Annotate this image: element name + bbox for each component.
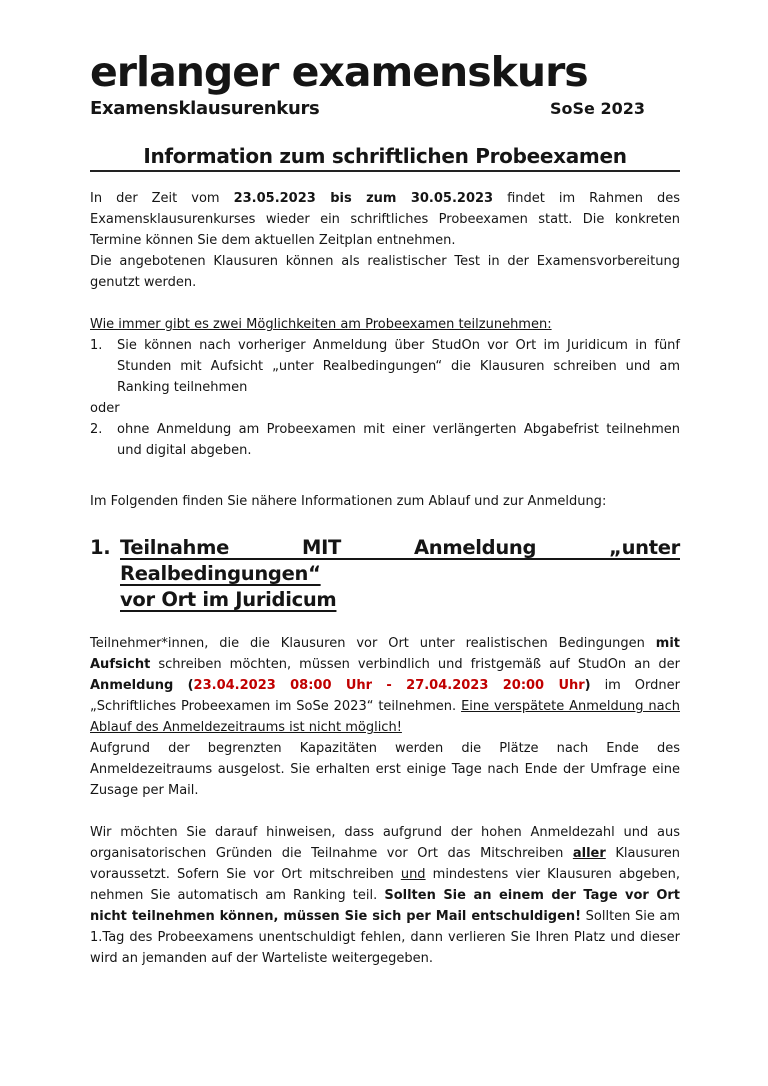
document-title: Information zum schriftlichen Probeexamen [90,144,680,172]
following-note: Im Folgenden finden Sie nähere Informationen zum Ablauf und zur Anmeldung: [90,494,607,509]
section-1-paragraph-3: Wir möchten Sie darauf hinweisen, dass aufgrund der hohen Anmeldezahl und aus organisatorischen Gründen die Teilnahme vor Ort das Mitschreiben aller Klausuren voraussetzt. Sofern Sie vor Ort mitschreiben und mindestens vier Klausuren abgeben, nehmen Sie automatisch am Ranking teil. Sollten Sie an einem der Tage vor Ort nicht teilnehmen können, müssen Sie sich per Mail entschuldigen! Sollten Sie am 1.Tag des Probeexamens unentschuldigt fehlen, dann verlieren Sie Ihren Platz und dieser wird an jemanden auf der Warteliste weitergegeben. [90,825,681,966]
semester-label: SoSe 2023 [550,99,645,118]
intro-paragraph-1: In der Zeit vom 23.05.2023 bis zum 30.05.2023 findet im Rahmen des Examensklausurenkurses wieder ein schriftliches Probeexamen statt. Die konkreten Termine können Sie dem aktuellen Zeitplan entnehmen. [90,191,680,248]
intro-paragraph-2: Die angebotenen Klausuren können als realistischer Test in der Examensvorbereitung genutzt werden. [90,254,680,290]
option-2-number: 2. [90,422,103,437]
option-1-text: Sie können nach vorheriger Anmeldung über StudOn vor Ort im Juridicum in fünf Stunden mit Aufsicht „unter Realbedingungen“ die Klausuren schreiben und am Ranking teilnehmen [117,338,680,395]
brand-title: erlanger examenskurs [90,48,588,96]
section-1-heading-line-2: vor Ort im Juridicum [120,588,337,611]
options-lead-line: Wie immer gibt es zwei Möglichkeiten am Probeexamen teilzunehmen: [90,317,552,332]
section-1-paragraph-2: Aufgrund der begrenzten Kapazitäten werden die Plätze nach Ende des Anmeldezeitraums ausgelost. Sie erhalten erst einige Tage nach Ende der Umfrage eine Zusage per Mail. [90,741,680,798]
section-1-heading-line-1: Teilnahme MIT Anmeldung „unter Realbedingungen“ [120,536,680,585]
letterhead-subrow [90,98,680,119]
option-1-number: 1. [90,338,103,353]
option-item-1 [90,335,680,398]
letterhead [90,48,680,119]
section-1-number: 1. [90,536,111,559]
or-separator: oder [90,401,120,416]
option-item-2 [90,419,680,461]
document-body [90,188,680,969]
section-1-heading [90,535,680,613]
option-2-text: ohne Anmeldung am Probeexamen mit einer verlängerten Abgabefrist teilnehmen und digital abgeben. [117,422,680,458]
course-name: Examensklausurenkurs [90,98,320,119]
section-1-paragraph-1: Teilnehmer*innen, die die Klausuren vor Ort unter realistischen Bedingungen mit Aufsicht schreiben möchten, müssen verbindlich und fristgemäß auf StudOn an der Anmeldung (23.04.2023 08:00 Uhr - 27.04.2023 20:00 Uhr) im Ordner „Schriftliches Probeexamen im SoSe 2023“ teilnehmen. Eine verspätete Anmeldung nach Ablauf des Anmeldezeitraums ist nicht möglich! [90,636,680,735]
